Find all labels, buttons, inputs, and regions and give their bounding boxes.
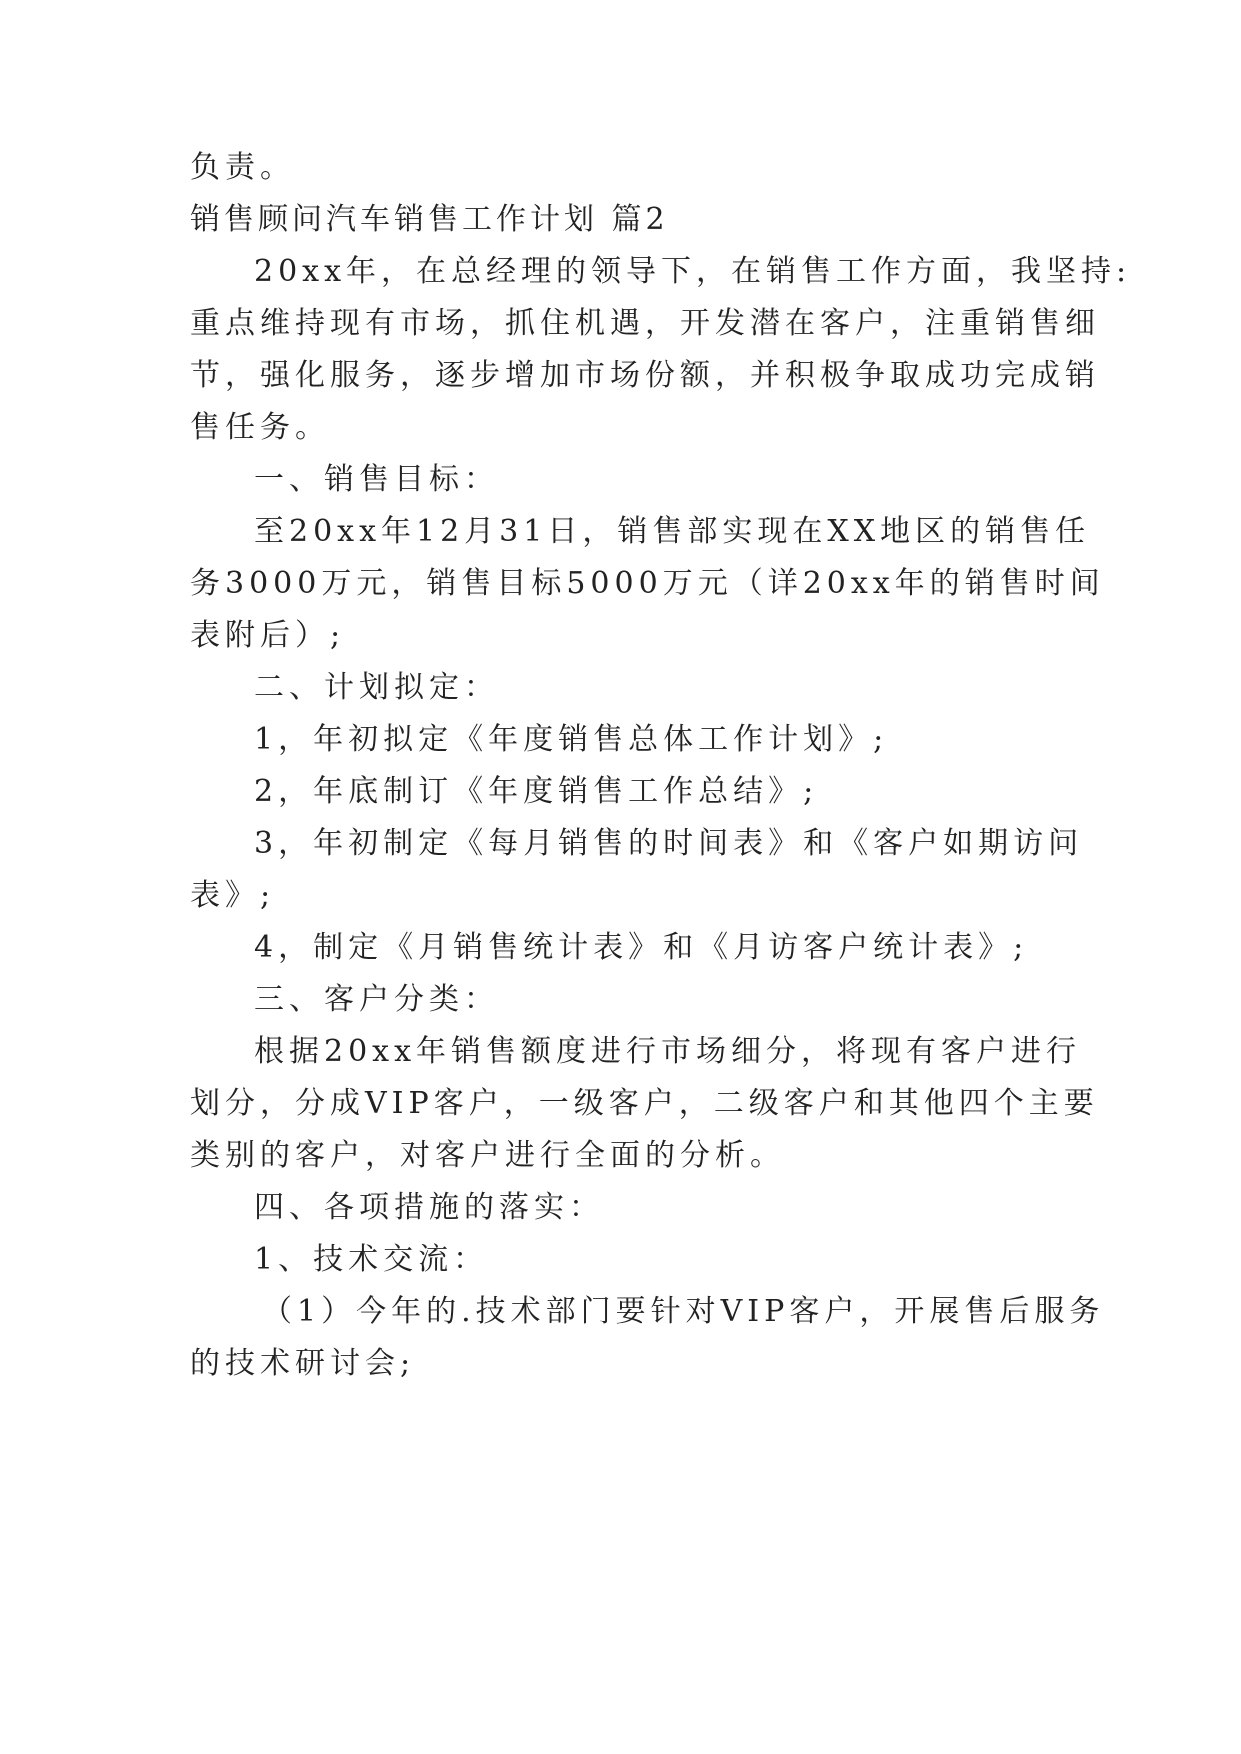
plan-item-4: 4，制定《月销售统计表》和《月访客户统计表》; [254,930,1029,965]
intro-paragraph-line-2: 重点维持现有市场，抓住机遇，开发潜在客户，注重销售细 [190,306,1100,341]
classification-line-2: 划分，分成VIP客户，一级客户，二级客户和其他四个主要 [190,1086,1099,1121]
classification-line-3: 类别的客户，对客户进行全面的分析。 [190,1138,785,1173]
sales-target-line-1: 至20xx年12月31日，销售部实现在XX地区的销售任 [254,514,1091,549]
intro-paragraph-line-3: 节，强化服务，逐步增加市场份额，并积极争取成功完成销 [190,358,1100,393]
technical-exchange-item-1-line-1: （1）今年的.技术部门要针对VIP客户，开展售后服务 [262,1294,1105,1329]
intro-paragraph-line-1: 20xx年，在总经理的领导下，在销售工作方面，我坚持: [254,254,1132,289]
plan-item-2: 2，年底制订《年度销售工作总结》; [254,774,819,809]
technical-exchange-item-1-line-2: 的技术研讨会; [190,1346,416,1381]
classification-line-1: 根据20xx年销售额度进行市场细分，将现有客户进行 [254,1034,1082,1069]
sales-target-line-3: 表附后）; [190,618,346,653]
plan-item-3-line-2: 表》; [190,878,276,913]
plan-item-1: 1，年初拟定《年度销售总体工作计划》; [254,722,889,757]
plan-item-3-line-1: 3，年初制定《每月销售的时间表》和《客户如期访问 [254,826,1084,861]
heading-customer-classification: 三、客户分类： [254,982,499,1017]
heading-plan: 二、计划拟定： [254,670,499,705]
section-title: 销售顾问汽车销售工作计划 篇2 [190,202,669,237]
paragraph-continuation-line: 负责。 [190,150,295,185]
heading-sales-target: 一、销售目标： [254,462,499,497]
measure-technical-exchange: 1、技术交流： [254,1242,489,1277]
heading-measures: 四、各项措施的落实： [254,1190,604,1225]
sales-target-line-2: 务3000万元，销售目标5000万元（详20xx年的销售时间 [190,566,1105,601]
intro-paragraph-line-4: 售任务。 [190,410,330,445]
